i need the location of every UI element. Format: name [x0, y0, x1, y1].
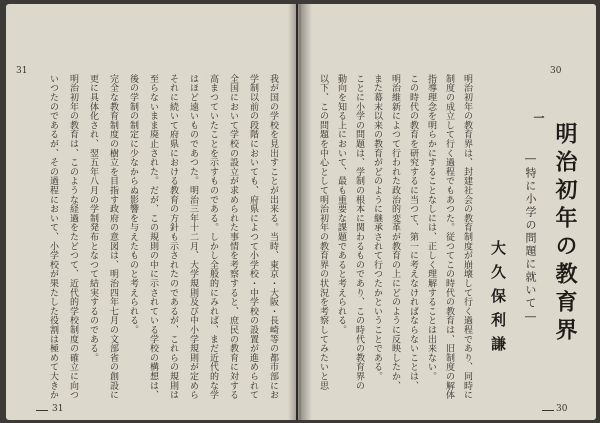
- body-column: 学制以前の段階においても、府県によつて小学校・中学校の設置が進められて: [248, 74, 258, 400]
- book-spread: [6, 4, 596, 420]
- body-column: 我が国の学校を見出すことが出来る。当時、東京・大阪・長崎等の都市部にお: [268, 74, 278, 400]
- left-page: [6, 4, 296, 420]
- footer-rule-right: [542, 410, 554, 411]
- body-column: 以下、この問題を中心として明治初年の教育界の状況を考察してみたいと思: [318, 74, 328, 391]
- page-number-top-right: 30: [550, 66, 562, 76]
- body-column: 至らないまま廃止された。だが、この規則の中に示されている学校の構想は、: [148, 74, 158, 400]
- body-column: また幕末以来の教育がどのように継承されて行つたかということである。: [372, 74, 382, 381]
- footer-rule-left: [36, 410, 48, 411]
- page-number-bottom-right: 30: [556, 404, 568, 414]
- page-number-bottom-left: 31: [52, 404, 64, 414]
- body-column: 明治初年の教育は、このような経過をたどつて、近代的学校制度の確立に向つ: [68, 74, 78, 400]
- body-column: 全国において学校の設立が求められた事情を考察すると、庶民の教育に対する: [228, 74, 238, 400]
- body-column: 高まつていたことを示すものである。しかし全般的にみれば、まだ近代的な学: [208, 74, 218, 400]
- body-column: はほど遠いものであつた。明治三年十二月、大学規則及び中小学規則が定めら: [188, 74, 198, 400]
- article-subtitle: ―特に小学の問題に就いて―: [524, 152, 537, 325]
- page-number-top-left: 31: [16, 66, 28, 76]
- body-column: ことに小学の問題は、学制の根本に関わるものであり、この時代の教育界の: [354, 74, 364, 391]
- body-column: 後の学制の制定に少なからぬ影響を与えたものと考えられる。: [128, 74, 138, 335]
- body-column: いつたのであるが、その過程において、小学校が果たした役割は極めて大きか: [48, 74, 58, 400]
- body-column: 更に具体化され、翌五年八月の学制発布となつて結実するのである。: [88, 74, 98, 363]
- body-column: 完全な教育制度の樹立を目指す政府の意図は、明治四年七月の文部省の創設に: [108, 74, 118, 400]
- body-column: 動向を知る上において、最も重要な課題であると考えられる。: [336, 74, 346, 335]
- body-column: 明治維新によつて行われた政治的変革が教育の上にどのように反映したか、: [390, 74, 400, 391]
- body-column: それに続いて府県における教育の方針も示されたのであるが、これらの規則は: [168, 74, 178, 400]
- author-name: 大久保利謙: [489, 240, 507, 360]
- body-column: この時代の教育を研究するに当つて、第一に考えなければならないことは、: [408, 74, 418, 391]
- body-column: 指導理念を明らかにすることなしには、正しく理解することは出来ない。: [426, 74, 436, 381]
- body-column: 明治初年の教育界は、封建社会の教育制度が崩壊して行く過程であり、同時に: [462, 74, 472, 400]
- article-title: 明治初年の教育界: [552, 122, 578, 346]
- body-column: 制度の成立して行く過程でもあつた。従つてこの時代の教育は、旧制度の解体: [444, 74, 454, 400]
- section-marker: 一: [532, 112, 545, 123]
- right-page: [298, 4, 596, 420]
